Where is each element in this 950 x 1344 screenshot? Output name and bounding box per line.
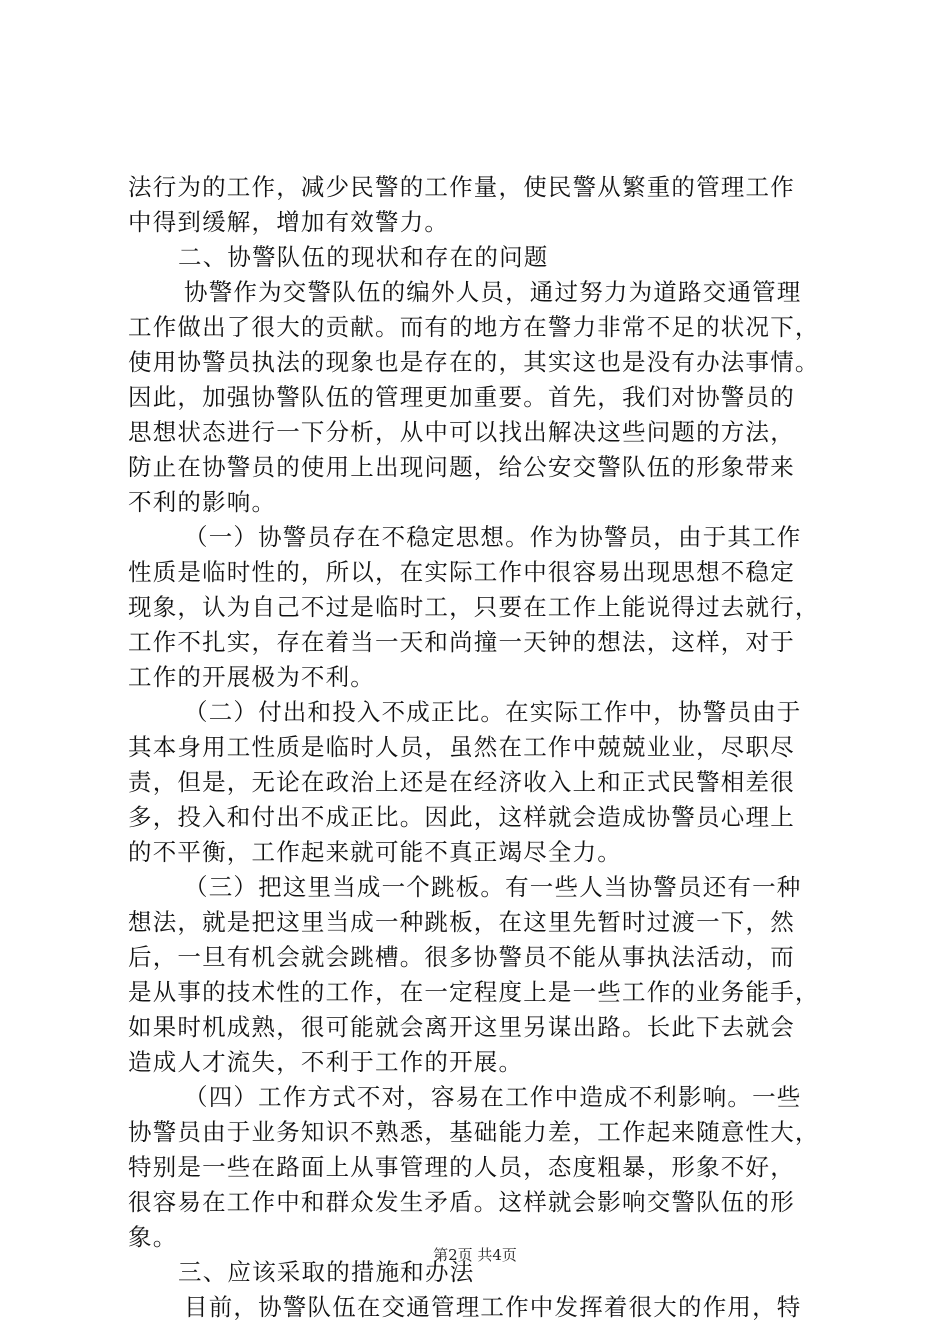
text-line: （二）付出和投入不成正比。在实际工作中，协警员由于 — [184, 698, 802, 726]
text-line: 特别是一些在路面上从事管理的人员，态度粗暴，形象不好， — [128, 1153, 795, 1181]
text-line: 象。 — [128, 1223, 178, 1251]
text-line: （三）把这里当成一个跳板。有一些人当协警员还有一种 — [184, 873, 802, 901]
text-line: 现象，认为自己不过是临时工，只要在工作上能说得过去就行， — [128, 593, 820, 621]
text-line: 工作不扎实，存在着当一天和尚撞一天钟的想法，这样，对于 — [128, 628, 795, 656]
text-line: （四）工作方式不对，容易在工作中造成不利影响。一些 — [184, 1083, 802, 1111]
text-line: 性质是临时性的，所以，在实际工作中很容易出现思想不稳定 — [128, 558, 795, 586]
text-line: 使用协警员执法的现象也是存在的，其实这也是没有办法事情。 — [128, 348, 820, 376]
text-line: 二、协警队伍的现状和存在的问题 — [178, 243, 549, 271]
text-line: 的不平衡，工作起来就可能不真正竭尽全力。 — [128, 838, 622, 866]
text-line: 因此，加强协警队伍的管理更加重要。首先，我们对协警员的 — [128, 383, 795, 411]
text-line: 中得到缓解，增加有效警力。 — [128, 208, 450, 236]
text-line: 工作的开展极为不利。 — [128, 663, 375, 691]
text-line: 其本身用工性质是临时人员，虽然在工作中兢兢业业，尽职尽 — [128, 733, 795, 761]
text-line: 三、应该采取的措施和办法 — [178, 1258, 475, 1286]
document-body — [128, 170, 834, 1325]
text-line: 协警员由于业务知识不熟悉，基础能力差，工作起来随意性大， — [128, 1118, 820, 1146]
page-footer: 第2页 共4页 — [433, 1246, 517, 1264]
text-line: 后，一旦有机会就会跳槽。很多协警员不能从事执法活动，而 — [128, 943, 795, 971]
text-line: 防止在协警员的使用上出现问题，给公安交警队伍的形象带来 — [128, 453, 795, 481]
text-line: 如果时机成熟，很可能就会离开这里另谋出路。长此下去就会 — [128, 1013, 795, 1041]
text-line: 不利的影响。 — [128, 488, 277, 516]
text-line: 目前，协警队伍在交通管理工作中发挥着很大的作用，特 — [184, 1293, 802, 1321]
text-line: 造成人才流失，不利于工作的开展。 — [128, 1048, 524, 1076]
text-line: 多，投入和付出不成正比。因此，这样就会造成协警员心理上 — [128, 803, 795, 831]
text-line: 思想状态进行一下分析，从中可以找出解决这些问题的方法， — [128, 418, 795, 446]
text-line: 工作做出了很大的贡献。而有的地方在警力非常不足的状况下， — [128, 313, 820, 341]
text-line: 想法，就是把这里当成一种跳板，在这里先暂时过渡一下，然 — [128, 908, 795, 936]
text-line: （一）协警员存在不稳定思想。作为协警员，由于其工作 — [184, 523, 802, 551]
text-line: 协警作为交警队伍的编外人员，通过努力为道路交通管理 — [184, 278, 802, 306]
text-line: 责，但是，无论在政治上还是在经济收入上和正式民警相差很 — [128, 768, 795, 796]
text-line: 很容易在工作中和群众发生矛盾。这样就会影响交警队伍的形 — [128, 1188, 795, 1216]
text-line: 法行为的工作，减少民警的工作量，使民警从繁重的管理工作 — [128, 173, 795, 201]
text-line: 是从事的技术性的工作，在一定程度上是一些工作的业务能手， — [128, 978, 820, 1006]
